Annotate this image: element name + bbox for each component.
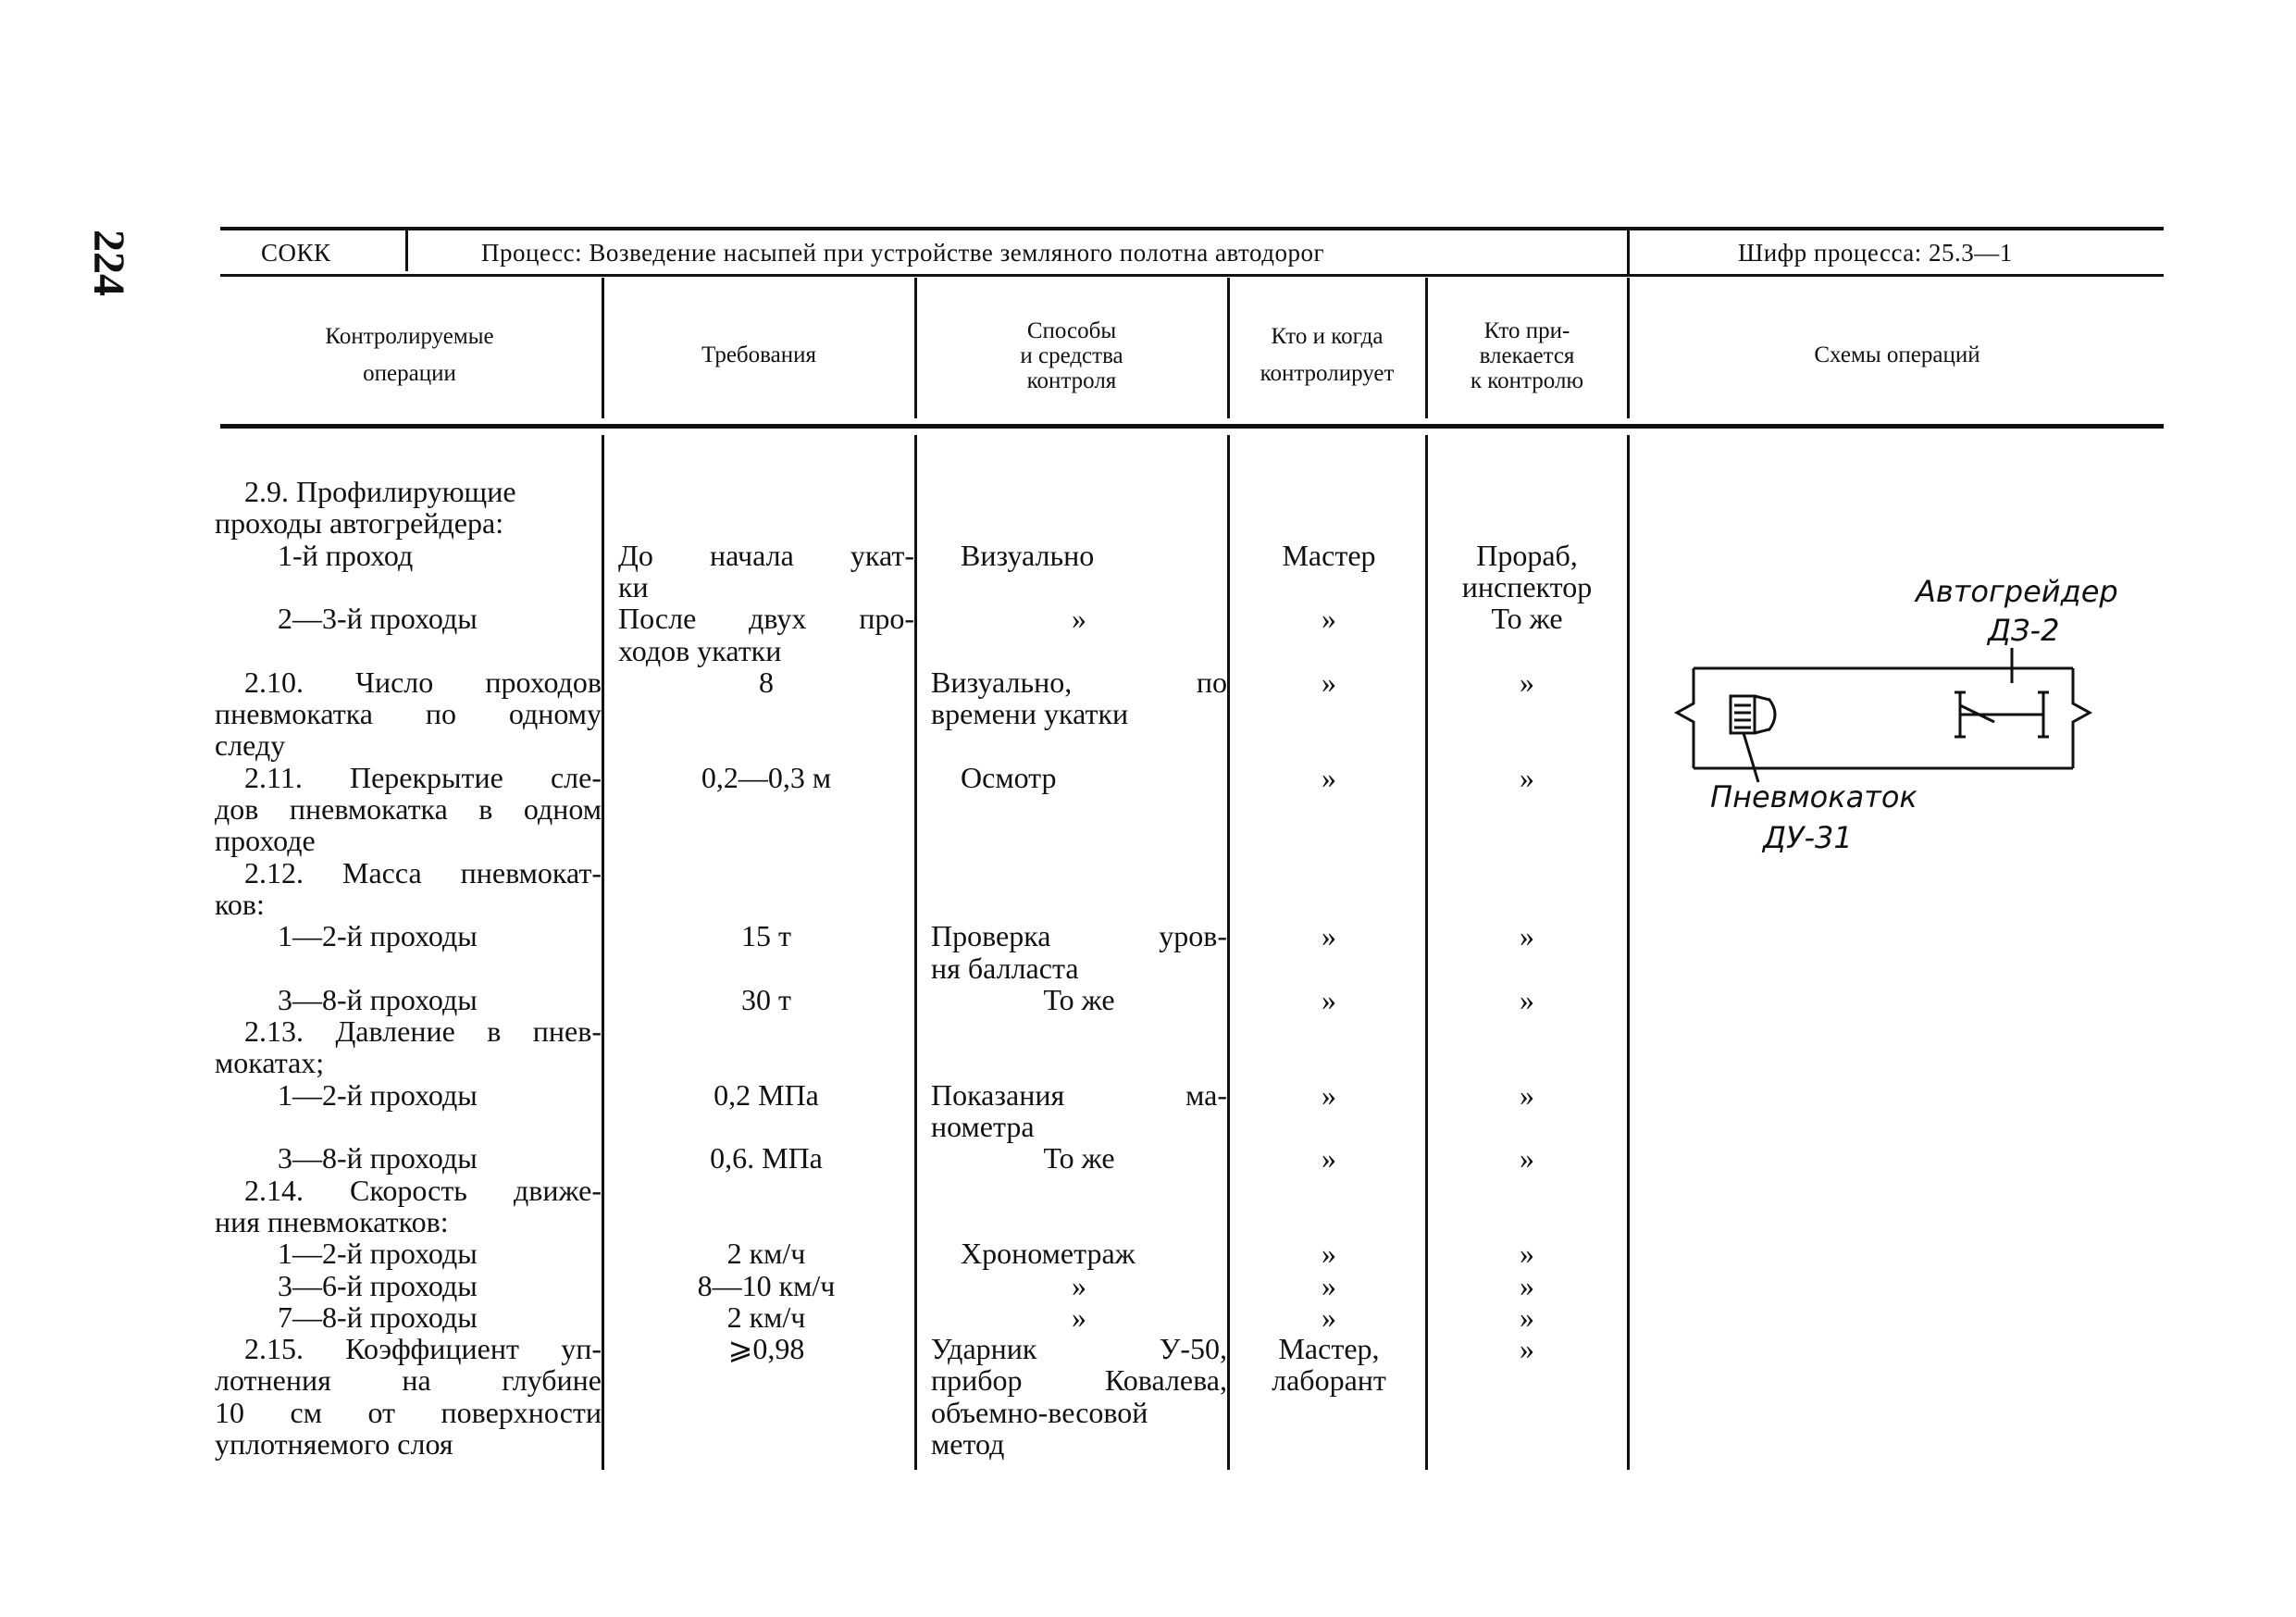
operation-cell: 2.12. Масса пневмокат- [244, 855, 602, 889]
requirement-cell: 0,6. МПа [710, 1141, 823, 1175]
operation-cell: 1—2-й проходы [278, 1237, 478, 1271]
table-row [0, 889, 2296, 920]
requirement-cell: 30 т [741, 982, 791, 1016]
method-cell: прибор Ковалева, [931, 1363, 1227, 1398]
method-cell: Визуально, по [931, 665, 1227, 699]
method-cell: Осмотр [961, 760, 1057, 794]
controller-cell: » [1322, 602, 1336, 636]
operation-cell: ков: [215, 887, 265, 921]
method-cell: нометра [931, 1110, 1035, 1143]
requirement-cell: 0,2 МПа [714, 1077, 819, 1112]
table-row [0, 952, 2296, 984]
operation-cell: 1—2-й проходы [278, 919, 478, 953]
roller-model: ДУ-31 [1763, 820, 1853, 855]
operation-cell: 2.14. Скорость движе- [244, 1173, 602, 1207]
involved-cell: Прораб, [1476, 538, 1578, 572]
requirement-cell: 8 [759, 665, 774, 699]
controller-cell: » [1322, 665, 1336, 699]
col-header-who-involved: Кто при- влекается к контролю [1470, 318, 1584, 393]
table-row [0, 1301, 2296, 1333]
table-row [0, 1047, 2296, 1078]
operation-cell: 10 см от поверхности [215, 1395, 602, 1429]
operation-cell: 1-й проход [278, 538, 414, 572]
involved-cell: » [1520, 1141, 1534, 1175]
table-row [0, 1111, 2296, 1142]
table-row [0, 1238, 2296, 1269]
column-header-rule [220, 424, 2164, 429]
table-row [0, 1428, 2296, 1460]
operation-cell: ния пневмокатков: [215, 1204, 449, 1238]
method-cell: » [1072, 1268, 1086, 1302]
break-right-icon [2073, 668, 2090, 768]
involved-cell: » [1520, 1332, 1534, 1366]
operation-cell: 2.13. Давление в пнев- [244, 1014, 602, 1049]
header-divider-1 [405, 230, 408, 271]
col-divider-1 [602, 278, 604, 418]
involved-cell: » [1520, 1300, 1534, 1334]
operation-cell: проходе [215, 824, 316, 858]
controller-cell: » [1322, 982, 1336, 1016]
involved-cell: » [1520, 665, 1534, 699]
involved-cell: инспектор [1461, 569, 1593, 603]
operation-cell: 3—8-й проходы [278, 1141, 478, 1175]
col-header-methods: Способы и средства контроля [1020, 318, 1123, 393]
roller-icon [1731, 696, 1775, 733]
table-row [0, 984, 2296, 1015]
controller-cell: » [1322, 1077, 1336, 1112]
controller-cell: Мастер, [1278, 1332, 1380, 1366]
page-number: 224 [84, 230, 133, 296]
roller-leader [1744, 733, 1758, 782]
requirement-cell: После двух про- [618, 602, 914, 636]
operation-cell: лотнения на глубине [215, 1363, 602, 1398]
controller-cell: » [1322, 760, 1336, 794]
table-row [0, 920, 2296, 952]
operation-cell: 2.11. Перекрытие сле- [244, 760, 602, 794]
header-cipher: Шифр процесса: 25.3—1 [1738, 239, 2013, 267]
involved-cell: » [1520, 1237, 1534, 1271]
involved-cell: » [1520, 919, 1534, 953]
involved-cell: » [1520, 1077, 1534, 1112]
controller-cell: » [1322, 1141, 1336, 1175]
controller-cell: » [1322, 1300, 1336, 1334]
method-cell: ня балласта [931, 951, 1079, 985]
controller-cell: Мастер [1282, 538, 1376, 572]
operations-scheme-diagram [1666, 639, 2110, 815]
table-row [0, 825, 2296, 856]
method-cell: времени укатки [931, 697, 1129, 731]
requirement-cell: ⩾0,98 [727, 1332, 805, 1366]
requirement-cell: 2 км/ч [726, 1300, 806, 1334]
involved-cell: » [1520, 1268, 1534, 1302]
controller-cell: лаборант [1272, 1363, 1386, 1398]
header-bottom-rule [220, 274, 2164, 277]
col-divider-5 [1627, 278, 1630, 418]
operation-cell: 3—8-й проходы [278, 982, 478, 1016]
controller-cell: » [1322, 1237, 1336, 1271]
header-code: СОКК [261, 239, 331, 267]
operation-cell: дов пневмокатка в одном [215, 792, 602, 826]
requirement-cell: 0,2—0,3 м [701, 760, 832, 794]
controller-cell: » [1322, 919, 1336, 953]
method-cell: Хронометраж [961, 1237, 1136, 1271]
col-divider-2 [914, 278, 917, 418]
method-cell: Проверка уров- [931, 919, 1227, 953]
operation-cell: 3—6-й проходы [278, 1268, 478, 1302]
operation-cell: 2.9. Профилирующие [244, 475, 516, 508]
requirement-cell: ходов укатки [618, 633, 782, 667]
method-cell: Показания ма- [931, 1077, 1227, 1112]
requirement-cell: 8—10 км/ч [697, 1268, 836, 1302]
table-row [0, 1175, 2296, 1206]
table-row [0, 540, 2296, 571]
operation-cell: пневмокатка по одному [215, 697, 602, 731]
operation-cell: 1—2-й проходы [278, 1077, 478, 1112]
table-row [0, 1015, 2296, 1047]
method-cell: То же [1043, 982, 1115, 1016]
method-cell: метод [931, 1427, 1005, 1461]
roller-label: Пневмокаток [1710, 779, 1917, 815]
requirement-cell: ки [618, 569, 649, 603]
grader-label: Автогрейдер [1916, 574, 2118, 609]
operation-cell: мокатах; [215, 1046, 325, 1080]
method-cell: Визуально [961, 538, 1095, 572]
operation-cell: проходы автогрейдера: [215, 506, 504, 541]
table-row [0, 1270, 2296, 1301]
grader-icon [1955, 692, 2049, 737]
table-row [0, 1333, 2296, 1364]
header-top-rule [220, 227, 2164, 230]
col-header-who-controls: Кто и когда контролирует [1260, 324, 1395, 386]
header-process: Процесс: Возведение насыпей при устройстве земляного полотна автодорог [481, 239, 1325, 267]
col-header-schemes: Схемы операций [1814, 342, 1980, 367]
involved-cell: То же [1491, 602, 1563, 636]
operation-cell: 2—3-й проходы [278, 602, 478, 636]
col-header-operations: Контролируемые операции [325, 324, 494, 386]
method-cell: Ударник У-50, [931, 1332, 1227, 1366]
break-left-icon [1677, 668, 1694, 768]
operation-cell: следу [215, 728, 286, 763]
table-row [0, 1079, 2296, 1111]
method-cell: объемно-весовой [931, 1395, 1148, 1429]
table-row [0, 1142, 2296, 1174]
requirement-cell: 15 т [741, 919, 791, 953]
table-row [0, 476, 2296, 507]
table-row [0, 1206, 2296, 1238]
table-row [0, 1397, 2296, 1428]
operation-cell: уплотняемого слоя [215, 1427, 453, 1461]
operation-cell: 2.15. Коэффициент уп- [244, 1332, 602, 1366]
col-divider-4 [1425, 278, 1428, 418]
involved-cell: » [1520, 982, 1534, 1016]
col-divider-3 [1227, 278, 1230, 418]
table-row [0, 1364, 2296, 1396]
col-header-requirements: Требования [701, 342, 816, 367]
method-cell: » [1072, 602, 1086, 636]
operation-cell: 7—8-й проходы [278, 1300, 478, 1334]
method-cell: » [1072, 1300, 1086, 1334]
requirement-cell: 2 км/ч [726, 1237, 806, 1271]
header-divider-2 [1627, 230, 1630, 276]
operation-cell: 2.10. Число проходов [244, 665, 602, 699]
involved-cell: » [1520, 760, 1534, 794]
table-row [0, 857, 2296, 889]
grader-model: ДЗ-2 [1988, 613, 2060, 648]
table-row [0, 507, 2296, 539]
controller-cell: » [1322, 1268, 1336, 1302]
method-cell: То же [1043, 1141, 1115, 1175]
requirement-cell: До начала укат- [618, 538, 914, 572]
